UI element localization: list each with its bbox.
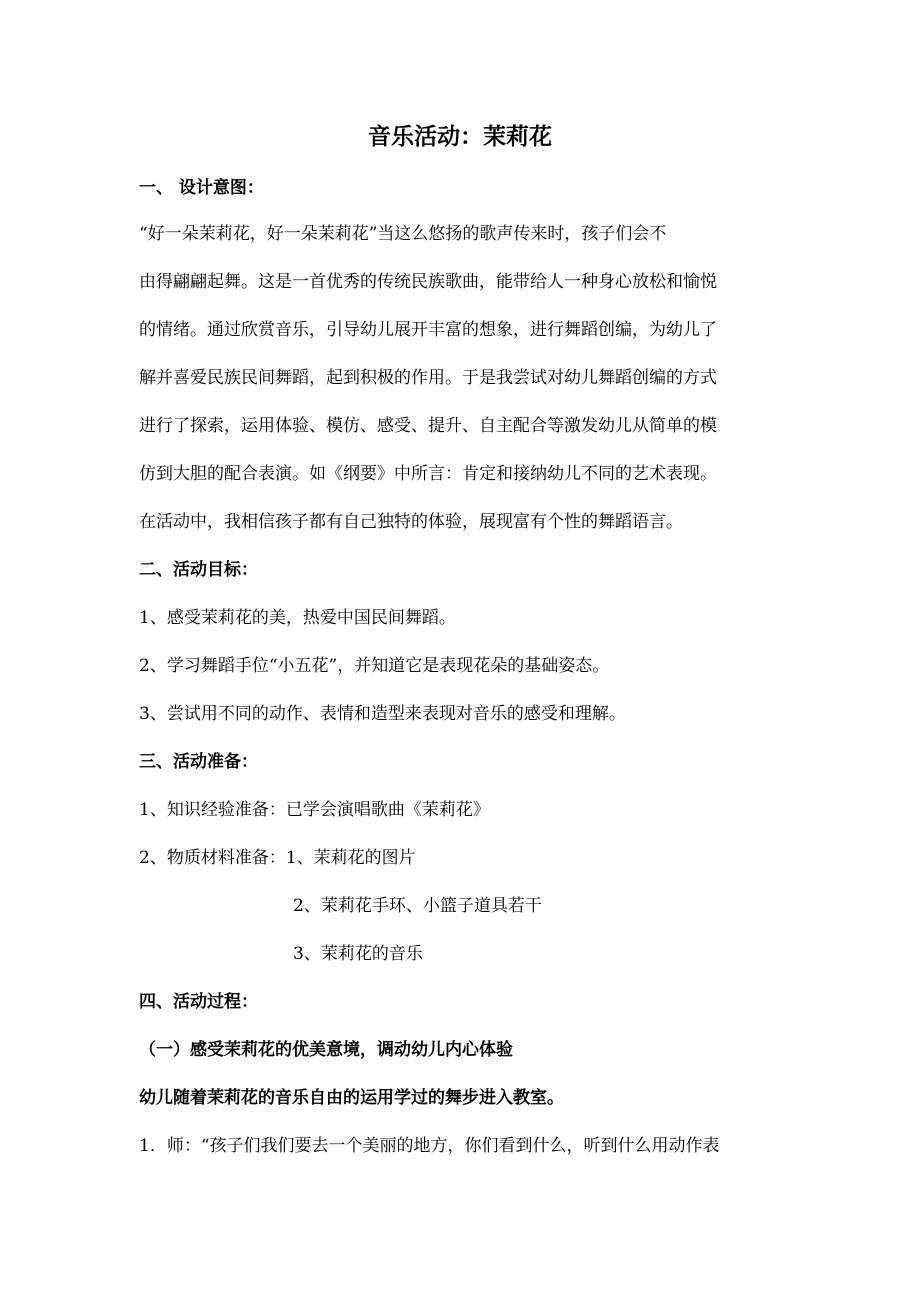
preparation-sub-item: 3、茉莉花的音乐 xyxy=(293,944,423,964)
section-1-paragraph-line: 在活动中，我相信孩子都有自己独特的体验，展现富有个性的舞蹈语言。 xyxy=(139,512,683,532)
preparation-sub-item: 2、茉莉花手环、小篮子道具若干 xyxy=(293,896,542,916)
section-1-heading: 一、 设计意图： xyxy=(139,178,264,198)
section-1-paragraph-line: “好一朵茉莉花，好一朵茉莉花”当这么悠扬的歌声传来时，孩子们会不 xyxy=(139,224,667,244)
section-1-paragraph-line: 由得翩翩起舞。这是一首优秀的传统民族歌曲，能带给人一种身心放松和愉悦 xyxy=(139,272,717,292)
goal-item: 2、学习舞蹈手位“小五花”，并知道它是表现花朵的基础姿态。 xyxy=(139,656,610,676)
goal-item: 3、尝试用不同的动作、表情和造型来表现对音乐的感受和理解。 xyxy=(139,704,626,724)
section-4-subheading: （一）感受茉莉花的优美意境，调动幼儿内心体验 xyxy=(139,1040,513,1060)
section-1-paragraph-line: 进行了探索，运用体验、模仿、感受、提升、自主配合等激发幼儿从简单的模 xyxy=(139,416,717,436)
preparation-item: 1、知识经验准备：已学会演唱歌曲《茉莉花》 xyxy=(139,800,490,820)
section-2-heading: 二、活动目标： xyxy=(139,560,258,580)
preparation-item: 2、物质材料准备：1、茉莉花的图片 xyxy=(139,848,416,868)
section-1-paragraph-line: 仿到大胆的配合表演。如《纲要》中所言：肯定和接纳幼儿不同的艺术表现。 xyxy=(139,464,717,484)
section-4-heading: 四、活动过程： xyxy=(139,992,258,1012)
document-title: 音乐活动：茉莉花 xyxy=(368,124,552,150)
section-1-paragraph-line: 解并喜爱民族民间舞蹈，起到积极的作用。于是我尝试对幼儿舞蹈创编的方式 xyxy=(139,368,717,388)
goal-item: 1、感受茉莉花的美，热爱中国民间舞蹈。 xyxy=(139,608,456,628)
section-3-heading: 三、活动准备： xyxy=(139,752,258,772)
section-4-line: 1．师：“孩子们我们要去一个美丽的地方，你们看到什么，听到什么用动作表 xyxy=(139,1136,720,1156)
section-4-bold-line: 幼儿随着茉莉花的音乐自由的运用学过的舞步进入教室。 xyxy=(139,1088,564,1108)
section-1-paragraph-line: 的情绪。通过欣赏音乐，引导幼儿展开丰富的想象，进行舞蹈创编，为幼儿了 xyxy=(139,320,717,340)
